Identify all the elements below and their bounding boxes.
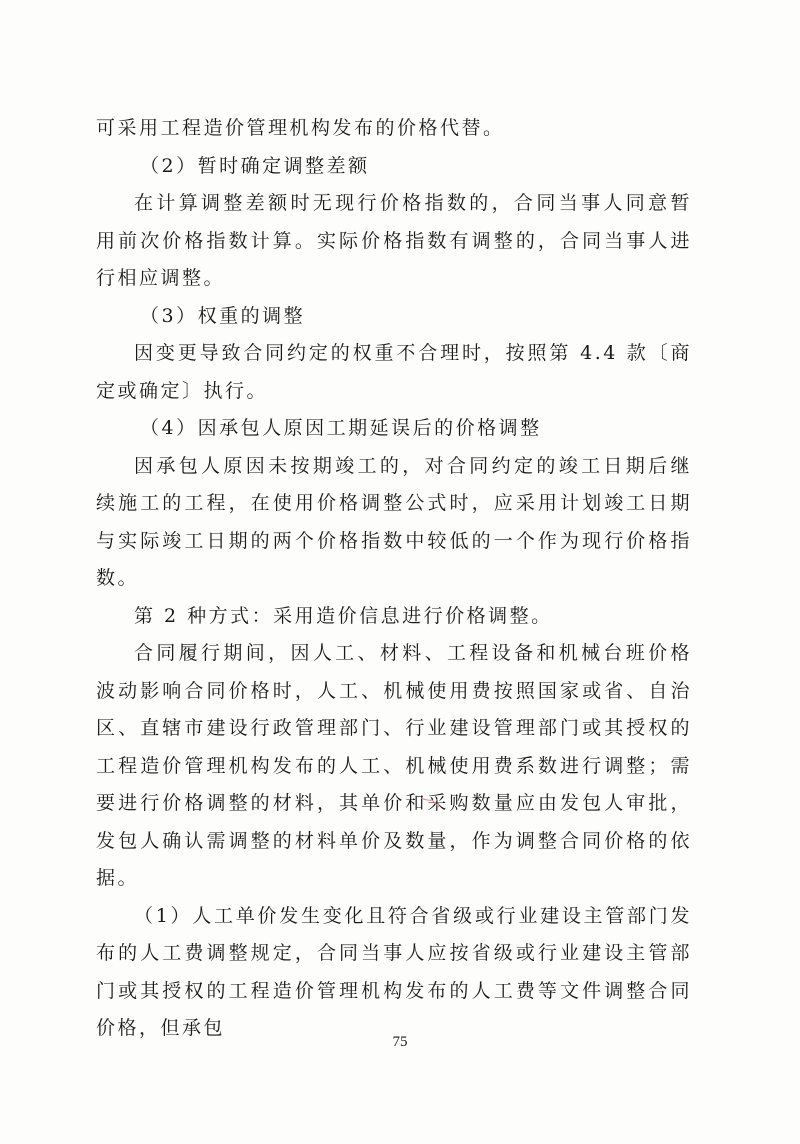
- method-heading: 第 2 种方式：采用造价信息进行价格调整。: [134, 604, 553, 627]
- paragraph: （1）人工单价发生变化且符合省级或行业建设主管部门发布的人工费调整规定，合同当事人应按省级或行业建设主管部门或其授权的工程造价管理机构发布的人工费等文件调整合同价格，但承包: [96, 904, 692, 1039]
- subheading-2: （2）暂时确定调整差额: [140, 154, 370, 177]
- paragraph: 合同履行期间，因人工、材料、工程设备和机械台班价格波动影响合同价格时，人工、机械使用费按照国家或省、自治区、直辖市建设行政管理部门、行业建设管理部门或其授权的工程造价管理机构发布的人工、机械使用费系数进行调整；需要进行价格调整的材料，其单价和采购数量应由发包人审批，发包人确认需调整的材料单价及数量，作为调整合同价格的依据。: [96, 642, 692, 889]
- paragraph: 在计算调整差额时无现行价格指数的，合同当事人同意暂用前次价格指数计算。实际价格指数有调整的，合同当事人进行相应调整。: [96, 192, 692, 289]
- page-number: 75: [392, 1034, 408, 1050]
- document-body: [96, 110, 692, 1048]
- subheading-4: （4）因承包人原因工期延误后的价格调整: [140, 417, 542, 439]
- paragraph: 因变更导致合同约定的权重不合理时，按照第 4.4 款〔商定或确定〕执行。: [96, 342, 692, 402]
- paragraph-continuation: 可采用工程造价管理机构发布的价格代替。: [96, 117, 505, 139]
- paragraph: 因承包人原因未按期竣工的，对合同约定的竣工日期后继续施工的工程，在使用价格调整公式时，应采用计划竣工日期与实际竣工日期的两个价格指数中较低的一个作为现行价格指数。: [96, 454, 692, 589]
- pen-mark-decoration: [420, 796, 440, 808]
- subheading-3: （3）权重的调整: [140, 304, 306, 327]
